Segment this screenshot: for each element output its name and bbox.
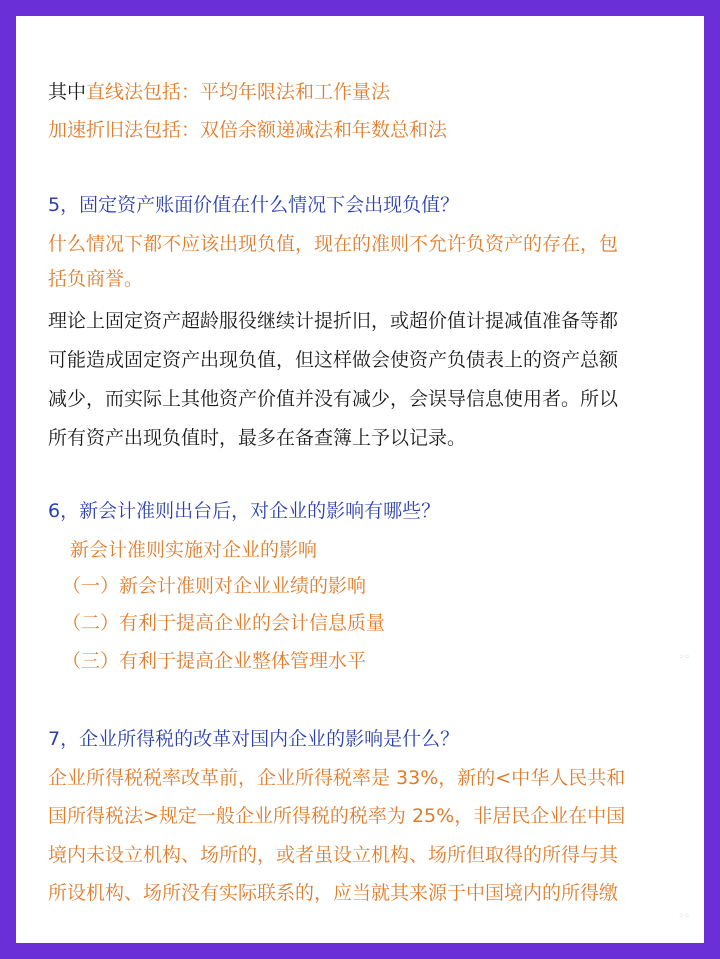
watermark-mark: ◦◦: [678, 911, 690, 922]
q6-question: 6，新会计准则出台后，对企业的影响有哪些？: [48, 500, 441, 522]
document-page: [16, 16, 704, 943]
q5-answer-line: 可能造成固定资产出现负值，但这样做会使资产负债表上的资产总额: [48, 349, 619, 371]
q7-answer-line: 国所得税法>规定一般企业所得税的税率为 25%，非居民企业在中国: [48, 805, 626, 827]
intro-straight-line-method: 直线法包括：平均年限法和工作量法: [86, 81, 391, 103]
q6-item: （三）有利于提高企业整体管理水平: [62, 650, 367, 672]
intro-line-1: [48, 78, 390, 106]
watermark-mark: ◦◦: [678, 652, 690, 663]
q5-answer-orange-line: 括负商誉。: [48, 268, 144, 290]
q7-answer-line: 企业所得税税率改革前，企业所得税率是 33%，新的<中华人民共和: [48, 767, 626, 789]
q6-item: （二）有利于提高企业的会计信息质量: [62, 612, 386, 634]
q6-item: （一）新会计准则对企业业绩的影响: [62, 575, 367, 597]
intro-line-2: 加速折旧法包括：双倍余额递减法和年数总和法: [48, 119, 448, 141]
q5-answer-line: 减少，而实际上其他资产价值并没有减少，会误导信息使用者。所以: [48, 388, 619, 410]
q5-question: 5，固定资产账面价值在什么情况下会出现负值？: [48, 194, 460, 216]
q5-answer-line: 理论上固定资产超龄服役继续计提折旧，或超价值计提减值准备等都: [48, 310, 619, 332]
q5-answer-orange-line: 什么情况下都不应该出现负值，现在的准则不允许负资产的存在，包: [48, 233, 619, 255]
q6-item: 新会计准则实施对企业的影响: [70, 539, 318, 561]
intro-prefix: 其中: [48, 81, 87, 103]
q7-question: 7，企业所得税的改革对国内企业的影响是什么？: [48, 728, 460, 750]
q7-answer-line: 所设机构、场所没有实际联系的，应当就其来源于中国境内的所得缴: [48, 882, 619, 904]
q5-answer-line: 所有资产出现负值时，最多在备查簿上予以记录。: [48, 427, 467, 449]
q7-answer-line: 境内未设立机构、场所的，或者虽设立机构、场所但取得的所得与其: [48, 844, 619, 866]
